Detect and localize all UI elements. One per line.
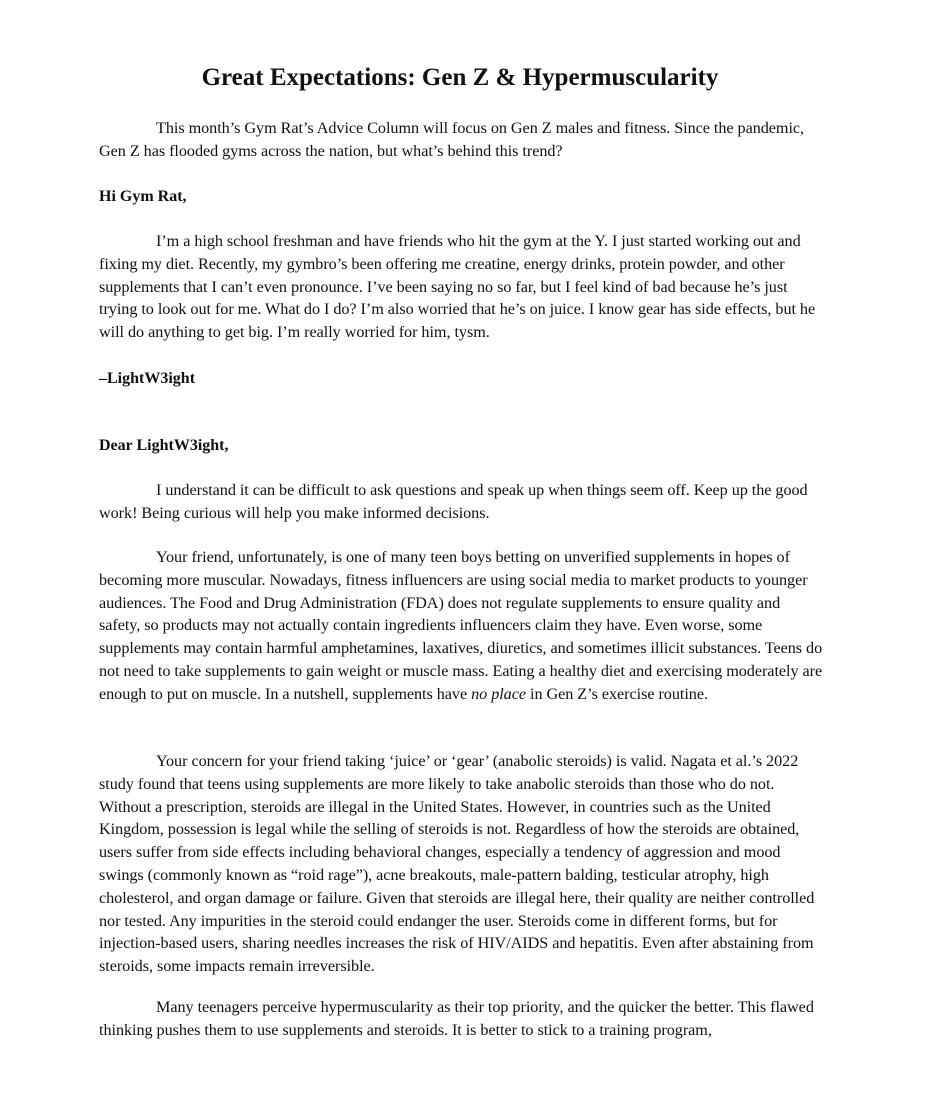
reply-greeting: Dear LightW3ight, <box>99 437 229 454</box>
reply-paragraph-2-emphasis: no place <box>471 684 526 703</box>
reply-paragraph-2 <box>99 546 823 706</box>
reply-paragraph-3: Your concern for your friend taking ‘juice’ or ‘gear’ (anabolic steroids) is valid. Nagata et al.’s 2022 study found that teens using supplements are more likely to take anabolic steroids than those who do not. Without a prescription, steroids are illegal in the United States. However, in countries such as the United Kingdom, possession is legal while the selling of steroids is not. Regardless of how the steroids are obtained, users suffer from side effects including behavioral changes, especially a tendency of aggression and mood swings (commonly known as “roid rage”), acne breakouts, male-pattern balding, testicular atrophy, high cholesterol, and organ damage or failure. Given that steroids are illegal here, their quality are neither controlled nor tested. Any impurities in the steroid could endanger the user. Steroids come in different forms, but for injection-based users, sharing needles increases the risk of HIV/AIDS and hepatitis. Even after abstaining from steroids, some impacts remain irreversible. <box>99 752 815 976</box>
letter-greeting: Hi Gym Rat, <box>99 188 187 205</box>
intro-paragraph: This month’s Gym Rat’s Advice Column will focus on Gen Z males and fitness. Since the pandemic, Gen Z has flooded gyms across the nation, but what’s behind this trend? <box>99 119 805 160</box>
letter-signature: –LightW3ight <box>99 370 196 387</box>
page-title: Great Expectations: Gen Z & Hypermuscularity <box>201 64 719 91</box>
letter-body-paragraph: I’m a high school freshman and have friends who hit the gym at the Y. I just started working out and fixing my diet. Recently, my gymbro’s been offering me creatine, energy drinks, protein powder, and other supplements that I can’t even pronounce. I’ve been saying no so far, but I feel kind of bad because he’s just trying to look out for me. What do I do? I’m also worried that he’s on juice. I know gear has side effects, but he will do anything to get big. I’m really worried for him, tysm. <box>99 232 816 342</box>
reply-paragraph-1: I understand it can be difficult to ask questions and speak up when things seem off. Keep up the good work! Being curious will help you make informed decisions. <box>99 481 808 522</box>
reply-paragraph-2-text-start: Your friend, unfortunately, is one of many teen boys betting on unverified supplements in hopes of becoming more muscular. Nowadays, fitness influencers are using social media to market products to younger audiences. The Food and Drug Administration (FDA) does not regulate supplements to ensure quality and safety, so products may not actually contain ingredients influencers claim they have. Even worse, some supplements may contain harmful amphetamines, laxatives, diuretics, and sometimes illicit substances. Teens do not need to take supplements to gain weight or muscle mass. Eating a healthy diet and exercising moderately are enough to put on muscle. In a nutshell, supplements have <box>99 548 823 703</box>
reply-paragraph-2-text-end: in Gen Z’s exercise routine. <box>526 684 708 703</box>
reply-paragraph-4: Many teenagers perceive hypermuscularity as their top priority, and the quicker the better. This flawed thinking pushes them to use supplements and steroids. It is better to stick to a training program, <box>99 998 814 1039</box>
